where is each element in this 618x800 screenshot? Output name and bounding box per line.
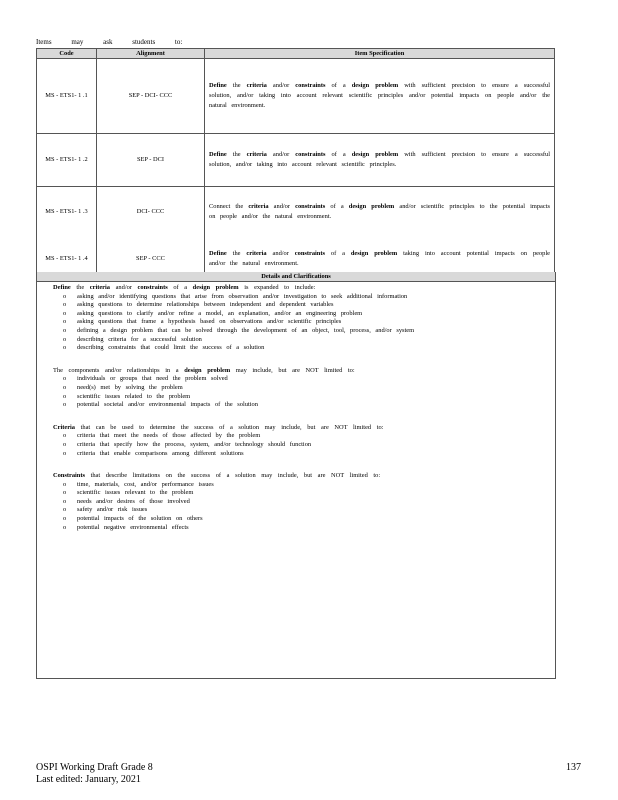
lead-text: the: [70, 284, 90, 291]
spec-text: with sufficient precision to ensure a successful solution, and/or taking into account relevant scientific principles.: [209, 151, 550, 168]
list-item: [63, 432, 547, 441]
circle-bullet-icon: o: [63, 523, 67, 531]
square-bullet-icon: [41, 472, 53, 481]
intro-word: students: [132, 38, 156, 46]
list-item-text: scientific issues related to the problem: [77, 392, 191, 400]
code-cell: MS - ETS1- 1 .2: [37, 134, 97, 187]
spec-text: of a: [325, 82, 352, 89]
group-lead: [41, 472, 547, 481]
group-lead-text: [53, 472, 547, 481]
lead-text: and/or: [110, 284, 138, 291]
lead-text: that can be used to determine the success of a solution may include, but are NOT limited to:: [75, 423, 384, 431]
lead-bold: Define: [53, 284, 71, 291]
list-item: [63, 310, 547, 319]
group-lead: [41, 284, 547, 293]
list-item: [63, 481, 547, 490]
lead-bold: design problem: [192, 284, 239, 291]
list-item: [63, 293, 547, 302]
circle-bullet-icon: o: [63, 383, 67, 391]
circle-bullet-icon: o: [63, 449, 67, 457]
list-item: [63, 498, 547, 507]
list-item-text: potential impacts of the solution on others: [77, 515, 203, 523]
table-row: [37, 134, 555, 187]
spec-text: the: [226, 82, 247, 89]
details-header: Details and Clarifications: [37, 272, 555, 282]
spec-bold: design problem: [351, 151, 399, 158]
spec-text: the: [226, 151, 247, 158]
circle-bullet-icon: o: [63, 506, 67, 514]
square-bullet-icon: [41, 367, 53, 376]
spec-text: and/or: [266, 151, 296, 158]
spec-bold: Define: [209, 151, 227, 158]
circle-bullet-icon: o: [63, 497, 67, 505]
table-row: [37, 187, 555, 238]
list-item-text: needs and/or desires of those involved: [77, 497, 190, 505]
item-spec-table: [36, 48, 555, 282]
group-lead: [41, 424, 547, 433]
list-item: [63, 489, 547, 498]
list-item: [63, 344, 547, 353]
spec-cell: [205, 59, 555, 134]
lead-bold: Constraints: [53, 472, 85, 480]
page-number: 137: [566, 762, 581, 773]
spec-bold: criteria: [248, 203, 269, 210]
list-item: [63, 401, 547, 410]
circle-bullet-icon: o: [63, 292, 67, 300]
circle-bullet-icon: o: [63, 335, 67, 343]
list-item: [63, 327, 547, 336]
list-item: [63, 336, 547, 345]
spec-bold: design problem: [351, 82, 399, 89]
spec-bold: criteria: [246, 250, 267, 257]
list-item: [63, 393, 547, 402]
footer: [36, 762, 153, 786]
spec-text: and/or: [266, 82, 296, 89]
list-item-text: scientific issues relevant to the problem: [77, 489, 194, 497]
spec-text: of a: [325, 203, 349, 210]
spec-text: Connect the: [209, 203, 249, 210]
circle-bullet-icon: o: [63, 432, 67, 440]
circle-bullet-icon: o: [63, 401, 67, 409]
list-item-text: potential negative environmental effects: [77, 523, 189, 531]
spec-bold: Define: [209, 82, 227, 89]
list-item: [63, 375, 547, 384]
details-section: [36, 272, 556, 679]
details-group: [41, 472, 547, 532]
alignment-cell: SEP - DCI: [97, 134, 205, 187]
circle-bullet-icon: o: [63, 480, 67, 488]
list-item-text: criteria that enable comparisons among different solutions: [77, 449, 244, 457]
list-item: [63, 441, 547, 450]
list-item-text: criteria that meet the needs of those affected by the problem: [77, 432, 261, 440]
list-item-text: asking questions to clarify and/or refine a model, an explanation, and/or an engineering problem: [77, 309, 363, 317]
group-lead-text: [53, 424, 547, 433]
spec-text: of a: [325, 151, 352, 158]
col-header-spec: Item Specification: [205, 49, 555, 59]
col-header-code: Code: [37, 49, 97, 59]
circle-bullet-icon: o: [63, 489, 67, 497]
list-item-text: individuals or groups that need the problem solved: [77, 375, 228, 383]
spec-bold: constraints: [295, 151, 326, 158]
list-item-text: time, materials, cost, and/or performance issues: [77, 480, 214, 488]
spec-bold: constraints: [295, 203, 326, 210]
list-item-text: defining a design problem that can be solved through the development of an object, tool, process, and/or system: [77, 326, 415, 334]
footer-edited: Last edited: January, 2021: [36, 774, 141, 785]
spec-bold: Define: [209, 250, 227, 257]
list-item: [63, 515, 547, 524]
details-group: [41, 284, 547, 353]
lead-text: that describe limitations on the success of a solution may include, but are NOT limited to:: [84, 472, 381, 480]
code-cell: MS - ETS1- 1 .3: [37, 187, 97, 238]
table-row: [37, 59, 555, 134]
alignment-cell: SEP - CCC: [97, 237, 205, 282]
alignment-cell: SEP - DCI- CCC: [97, 59, 205, 134]
group-items: [41, 432, 547, 458]
circle-bullet-icon: o: [63, 309, 67, 317]
circle-bullet-icon: o: [63, 318, 67, 326]
circle-bullet-icon: o: [63, 344, 67, 352]
group-items: [41, 481, 547, 533]
lead-text: of a: [167, 284, 193, 291]
spec-text: and/or scientific principles to the potential impacts on people and/or the natural environment.: [209, 203, 550, 220]
spec-text: and/or: [268, 203, 296, 210]
spec-bold: design problem: [350, 250, 398, 257]
list-item-text: safety and/or risk issues: [77, 506, 148, 514]
list-item-text: potential societal and/or environmental impacts of the solution: [77, 401, 258, 409]
spec-text: the: [226, 250, 247, 257]
list-item: [63, 524, 547, 533]
spec-bold: constraints: [295, 82, 326, 89]
list-item-text: asking questions that frame a hypothesis based on observations and/or scientific principles: [77, 318, 342, 326]
list-item: [63, 318, 547, 327]
group-lead-text: [53, 367, 547, 376]
alignment-cell: DCI- CCC: [97, 187, 205, 238]
square-bullet-icon: [41, 284, 53, 293]
group-items: [41, 375, 547, 409]
group-items: [41, 293, 547, 353]
spec-cell: [205, 134, 555, 187]
spec-text: and/or: [266, 250, 295, 257]
circle-bullet-icon: o: [63, 440, 67, 448]
list-item: [63, 506, 547, 515]
list-item: [63, 301, 547, 310]
list-item-text: asking and/or identifying questions that arise from observation and/or investigation to seek additional information: [77, 292, 408, 300]
spec-bold: constraints: [294, 250, 325, 257]
details-groups: [37, 284, 555, 532]
spec-bold: design problem: [348, 203, 395, 210]
footer-title: OSPI Working Draft Grade 8: [36, 762, 153, 773]
code-cell: MS - ETS1- 1 .1: [37, 59, 97, 134]
spec-bold: criteria: [246, 151, 267, 158]
lead-bold: design problem: [184, 366, 231, 374]
list-item-text: describing constraints that could limit the success of a solution: [77, 344, 265, 352]
details-group: [41, 424, 547, 458]
code-cell: MS - ETS1- 1 .4: [37, 237, 97, 282]
list-item-text: need(s) met by solving the problem: [77, 383, 183, 391]
lead-text: The components and/or relationships in a: [53, 366, 185, 374]
spec-text: of a: [324, 250, 351, 257]
spec-text: with sufficient precision to ensure a successful solution, and/or taking into account relevant scientific principles and/or potential impacts on people and/or the natural environment.: [209, 82, 550, 109]
list-item: [63, 384, 547, 393]
list-item-text: criteria that specify how the process, system, and/or technology should function: [77, 440, 312, 448]
col-header-alignment: Alignment: [97, 49, 205, 59]
details-group: [41, 367, 547, 410]
lead-text: may include, but are NOT limited to:: [230, 366, 355, 374]
lead-bold: Criteria: [53, 423, 75, 431]
spec-text: taking into account potential impacts on people and/or the natural environment.: [209, 250, 550, 267]
intro-word: to:: [174, 38, 183, 46]
lead-text: is expanded to include:: [238, 284, 316, 291]
list-item: [63, 450, 547, 459]
square-bullet-icon: [41, 424, 53, 433]
intro-word: ask: [103, 38, 113, 46]
intro-word: may: [71, 38, 84, 46]
circle-bullet-icon: o: [63, 392, 67, 400]
spec-bold: criteria: [246, 82, 267, 89]
list-item-text: describing criteria for a successful solution: [77, 335, 202, 343]
table-header-row: [37, 49, 555, 59]
intro-line: [36, 38, 200, 46]
list-item-text: asking questions to determine relationships between independent and dependent variables: [77, 301, 334, 309]
circle-bullet-icon: o: [63, 515, 67, 523]
spec-cell: [205, 187, 555, 238]
circle-bullet-icon: o: [63, 375, 67, 383]
lead-bold: criteria: [89, 284, 110, 291]
intro-word: Items: [36, 38, 52, 46]
group-lead: [41, 367, 547, 376]
circle-bullet-icon: o: [63, 301, 67, 309]
group-lead-text: [53, 284, 547, 293]
circle-bullet-icon: o: [63, 326, 67, 334]
lead-bold: constraints: [137, 284, 168, 291]
